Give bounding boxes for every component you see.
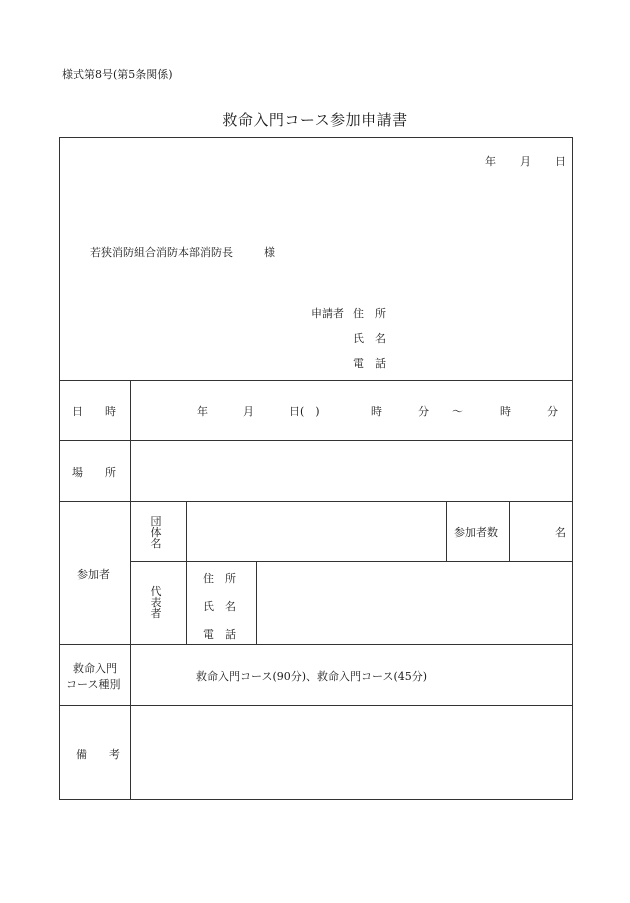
row-divider xyxy=(59,501,573,502)
applicant-label: 申請者 xyxy=(311,307,344,320)
datetime-year: 年 xyxy=(197,405,208,418)
course-type-options: 救命入門コース(90分)、救命入門コース(45分) xyxy=(196,670,428,683)
datetime-day-weekday: 日( ) xyxy=(289,405,320,418)
applicant-phone-label: 電 話 xyxy=(353,357,386,370)
addressee: 若狭消防組合消防本部消防長 xyxy=(90,246,233,259)
representative-name-label: 氏 名 xyxy=(203,600,236,613)
honorific: 様 xyxy=(264,246,275,259)
row-divider xyxy=(130,561,573,562)
date-year-label: 年 xyxy=(485,155,496,168)
column-divider xyxy=(446,501,447,561)
participant-count-label: 参加者数 xyxy=(454,526,498,539)
representative-phone-label: 電 話 xyxy=(203,628,236,641)
course-type-label-line2: コース種別 xyxy=(66,678,121,691)
datetime-label: 日 時 xyxy=(72,405,116,418)
datetime-start-minute: 分 xyxy=(418,405,429,418)
application-form-table xyxy=(59,137,573,800)
column-divider xyxy=(186,501,187,644)
applicant-name-label: 氏 名 xyxy=(353,332,386,345)
form-reference: 様式第8号(第5条関係) xyxy=(62,68,173,81)
datetime-start-hour: 時 xyxy=(371,405,382,418)
representative-address-label: 住 所 xyxy=(203,572,236,585)
row-divider xyxy=(59,644,573,645)
column-divider xyxy=(130,380,131,800)
participant-count-unit: 名 xyxy=(555,526,566,539)
place-label: 場 所 xyxy=(72,466,116,479)
course-type-label-line1: 救命入門 xyxy=(73,662,117,675)
applicant-address-label: 住 所 xyxy=(353,307,386,320)
row-divider xyxy=(59,705,573,706)
datetime-range-tilde: ～ xyxy=(452,405,463,418)
datetime-end-hour: 時 xyxy=(500,405,511,418)
representative-label: 代 表 者 xyxy=(150,585,162,620)
participants-label: 参加者 xyxy=(77,568,110,581)
column-divider xyxy=(509,501,510,561)
remarks-label: 備 考 xyxy=(76,748,120,761)
column-divider xyxy=(256,561,257,644)
group-name-label: 団 体 名 xyxy=(150,515,162,550)
date-day-label: 日 xyxy=(555,155,566,168)
row-divider xyxy=(59,380,573,381)
row-divider xyxy=(59,440,573,441)
datetime-month: 月 xyxy=(243,405,254,418)
date-month-label: 月 xyxy=(520,155,531,168)
datetime-end-minute: 分 xyxy=(547,405,558,418)
document-title: 救命入門コース参加申請書 xyxy=(222,111,408,129)
